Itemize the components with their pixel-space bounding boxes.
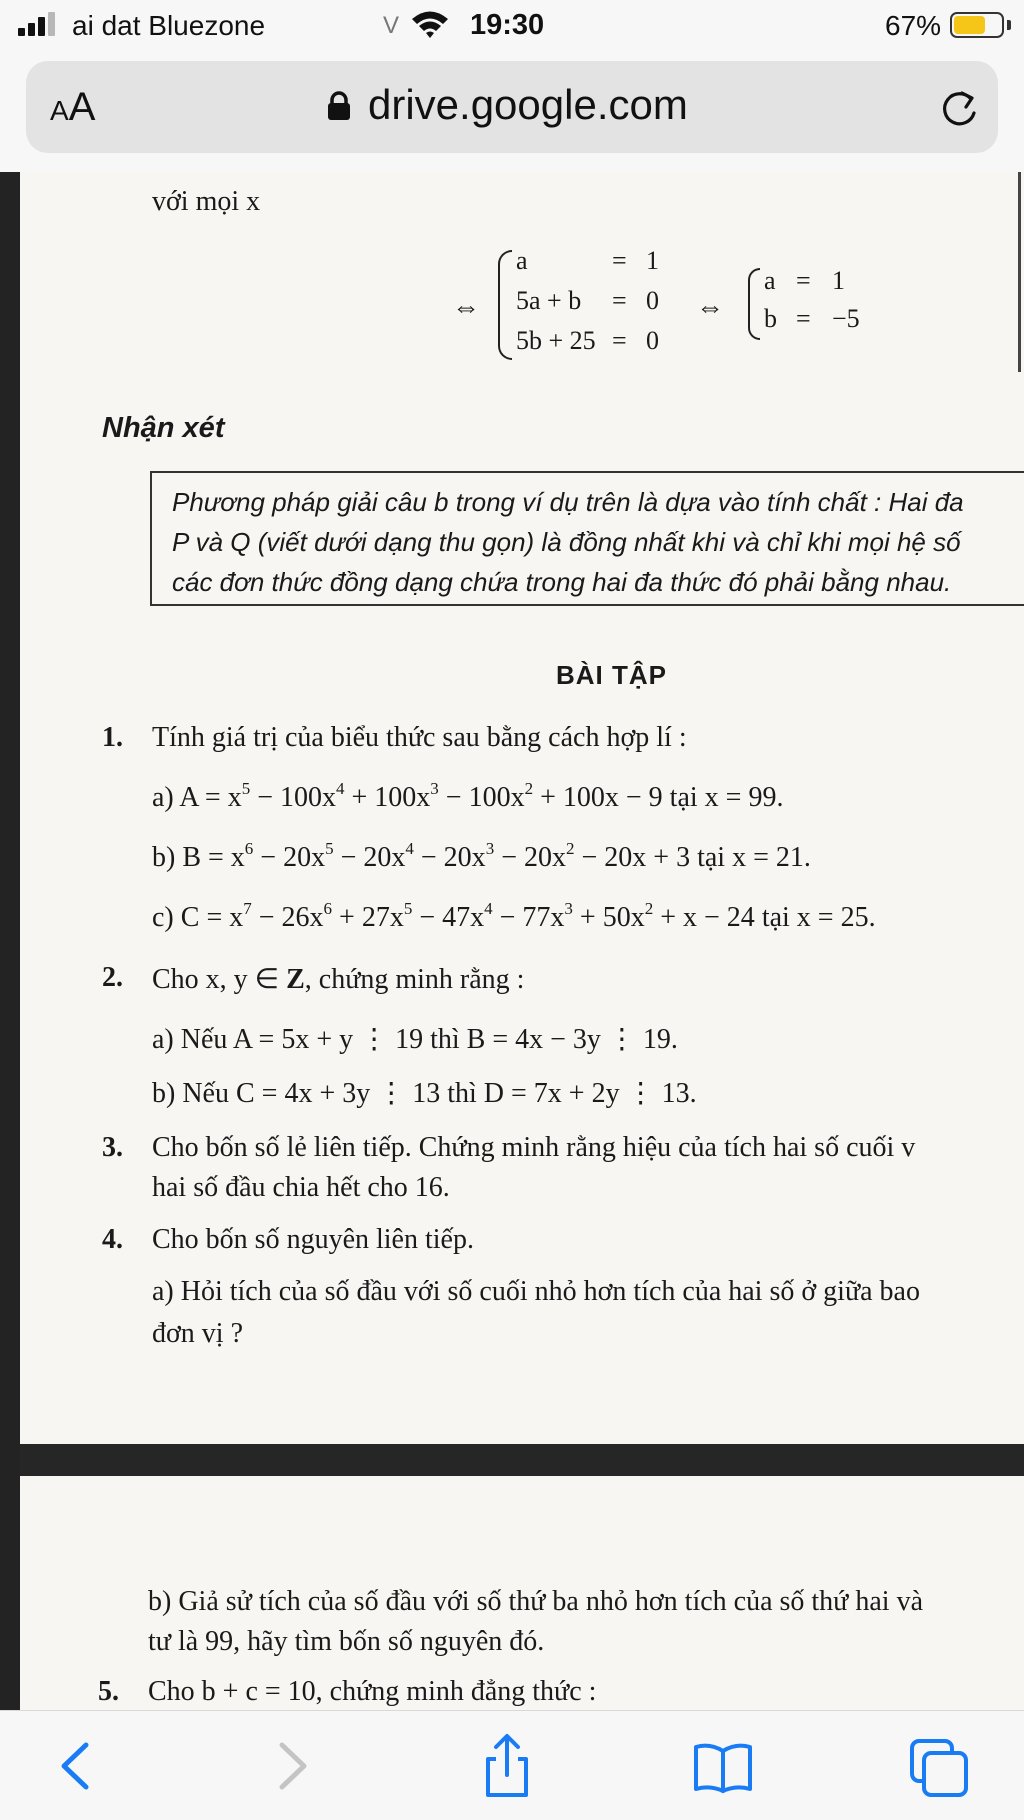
chevron-right-icon: [282, 1745, 304, 1787]
system1-row3-rhs: 0: [646, 326, 659, 355]
wifi-icon: [410, 8, 450, 40]
tabs-button[interactable]: [904, 1731, 974, 1801]
exercise-5-text: Cho b + c = 10, chứng minh đẳng thức :: [148, 1676, 597, 1707]
exercise-3-number: 3.: [102, 1132, 123, 1163]
exercise-4b-line-2: tư là 99, hãy tìm bốn số nguyên đó.: [148, 1626, 545, 1657]
system1-row1-eq: =: [612, 246, 627, 275]
share-button[interactable]: [472, 1731, 542, 1801]
system2-row1-eq: =: [796, 266, 811, 295]
system1-row2-eq: =: [612, 286, 627, 315]
system1-row1-rhs: 1: [646, 246, 659, 275]
system1-row3-eq: =: [612, 326, 627, 355]
battery-level-fill: [954, 16, 985, 34]
exercise-2-number: 2.: [102, 962, 123, 993]
url-text[interactable]: drive.google.com: [368, 81, 688, 128]
exercise-4-number: 4.: [102, 1224, 123, 1255]
battery-tip: [1007, 20, 1011, 30]
exercise-4a-line-1: a) Hỏi tích của số đầu với số cuối nhỏ hơn tích của hai số ở giữa bao: [152, 1276, 920, 1307]
system1-row2-lhs: 5a + b: [516, 286, 582, 315]
battery-icon: [950, 12, 1004, 38]
forward-button[interactable]: [256, 1731, 326, 1801]
system1-equations: [516, 246, 676, 366]
exercise-2a: a) Nếu A = 5x + y ⋮ 19 thì B = 4x − 3y ⋮ 19.: [152, 1024, 678, 1055]
exercise-3-line-1: Cho bốn số lẻ liên tiếp. Chứng minh rằng hiệu của tích hai số cuối v: [152, 1132, 916, 1163]
equivalence-arrow-1: ⇔: [452, 292, 480, 323]
lock-icon: [326, 91, 352, 121]
system1-brace: [498, 250, 512, 360]
system1-row1-lhs: a: [516, 246, 528, 275]
system1-row2-rhs: 0: [646, 286, 659, 315]
reload-icon[interactable]: [938, 85, 982, 129]
system2-row2-rhs: −5: [832, 304, 860, 333]
remark-line-2: P và Q (viết dưới dạng thu gọn) là đồng nhất khi và chỉ khi mọi hệ số: [172, 527, 961, 557]
cellular-signal-icon: [18, 12, 58, 36]
exercise-1-text: Tính giá trị của biểu thức sau bằng cách hợp lí :: [152, 722, 687, 753]
exercise-3-line-2: hai số đầu chia hết cho 16.: [152, 1172, 450, 1203]
back-button[interactable]: [42, 1731, 112, 1801]
share-icon: [488, 1736, 526, 1795]
vpn-indicator: V: [383, 12, 400, 39]
exercise-1a: a) $A = x^5 - 100x^4 + 100x^3 - 100x^2 + 100x - 9$ tại x = 99.: [152, 779, 784, 813]
address-bar: [0, 52, 1024, 172]
chevron-left-icon: [64, 1745, 86, 1787]
system1-row3-lhs: 5b + 25: [516, 326, 596, 355]
battery-percentage: 67%: [885, 10, 942, 41]
book-icon: [696, 1746, 750, 1791]
viewer-left-rail: [0, 172, 20, 1710]
remark-line-1: Phương pháp giải câu b trong ví dụ trên là dựa vào tính chất : Hai đa: [172, 487, 964, 517]
system2-row1-rhs: 1: [832, 266, 845, 295]
tabs-icon: [912, 1741, 966, 1795]
system2-equations: [764, 266, 884, 346]
system2-row2-lhs: b: [764, 304, 777, 333]
system2-row1-lhs: a: [764, 266, 776, 295]
remark-title: Nhận xét: [102, 412, 225, 444]
exercise-1b: b) $B = x^6 - 20x^5 - 20x^4 - 20x^3 - 20x^2 - 20x + 3$ tại x = 21.: [152, 839, 811, 873]
exercise-4-text: Cho bốn số nguyên liên tiếp.: [152, 1224, 474, 1255]
equivalence-arrow-2: ⇔: [696, 292, 724, 323]
exercise-5-number: 5.: [98, 1676, 119, 1707]
page-separator: [20, 1444, 1024, 1476]
status-bar: [0, 0, 1024, 52]
system2-brace: [748, 268, 760, 340]
remark-line-3: các đơn thức đồng dạng chứa trong hai đa thức đó phải bằng nhau.: [172, 567, 952, 597]
exercise-4a-line-2: đơn vị ?: [152, 1318, 244, 1349]
clock: 19:30: [470, 9, 545, 41]
page-edge-rule: [1018, 172, 1021, 372]
browser-toolbar: [0, 1710, 1024, 1820]
remark-box: [150, 471, 1024, 606]
exercise-4b-line-1: b) Giả sử tích của số đầu với số thứ ba nhỏ hơn tích của số thứ hai và: [148, 1586, 923, 1617]
exercise-2b: b) Nếu C = 4x + 3y ⋮ 13 thì D = 7x + 2y ⋮ 13.: [152, 1078, 697, 1109]
document-viewer[interactable]: [0, 172, 1024, 1710]
bookmarks-button[interactable]: [688, 1731, 758, 1801]
exercise-2-text: Cho x, y ∈ Z, chứng minh rằng :: [152, 964, 525, 995]
exercise-1-number: 1.: [102, 722, 123, 753]
exercise-1c: c) $C = x^7 - 26x^6 + 27x^5 - 47x^4 - 77x^3 + 50x^2 + x - 24$ tại x = 25.: [152, 899, 876, 933]
system2-row2-eq: =: [796, 304, 811, 333]
section-title: BÀI TẬP: [556, 660, 667, 690]
url-field[interactable]: [26, 61, 998, 153]
carrier-name: ai dat Bluezone: [72, 10, 266, 41]
intro-line: với mọi x: [152, 186, 261, 217]
text-size-button[interactable]: AA: [50, 85, 96, 129]
